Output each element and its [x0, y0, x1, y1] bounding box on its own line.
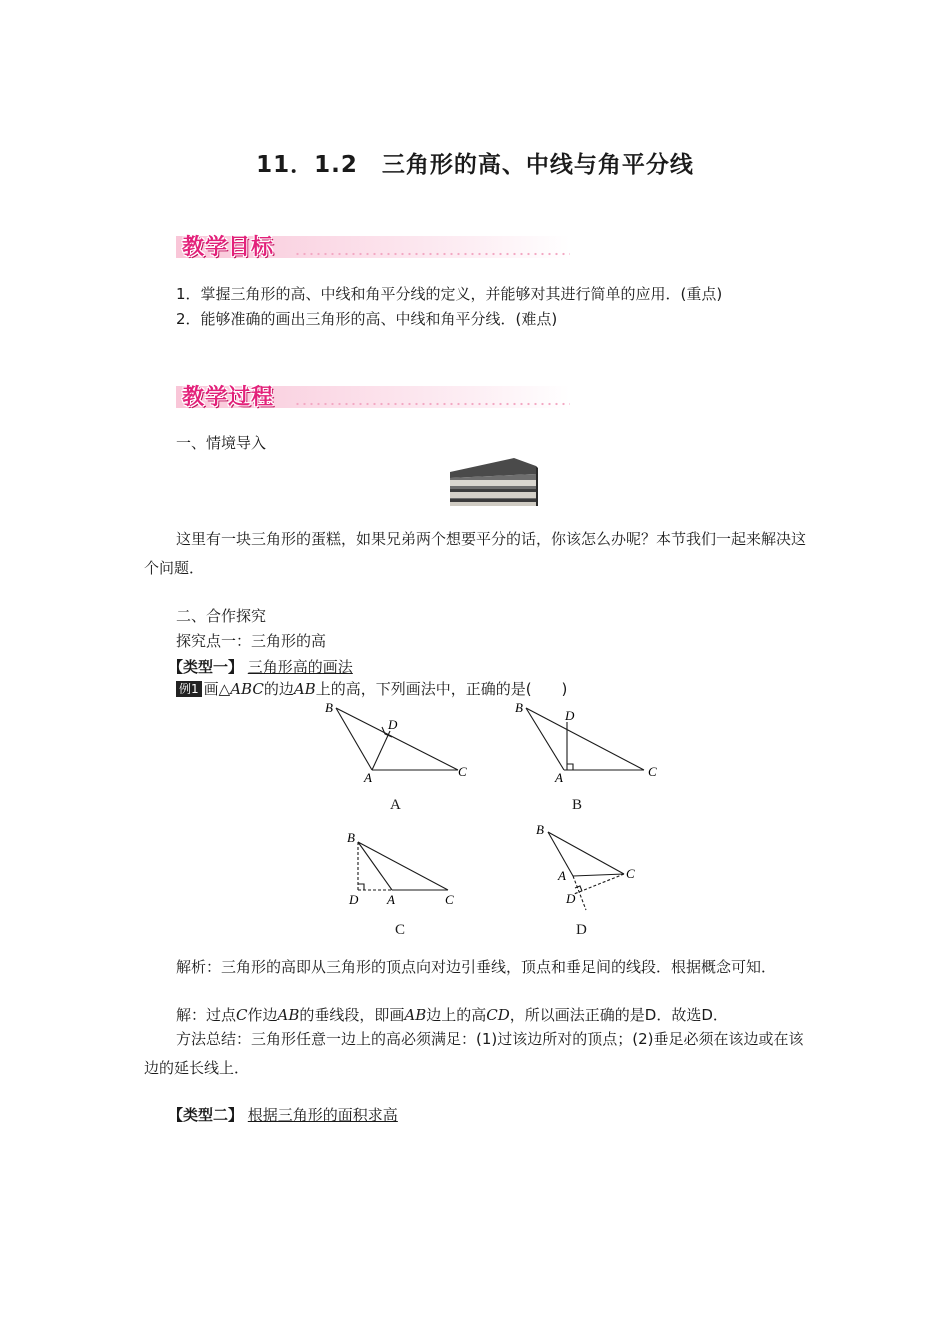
label-a: A — [558, 868, 566, 883]
example-1-question — [176, 678, 567, 700]
label-c: C — [648, 764, 657, 779]
label-d: D — [565, 708, 575, 723]
label-c: C — [445, 892, 454, 907]
label-b: B — [325, 700, 333, 715]
method-summary: 方法总结：三角形任意一边上的高必须满足：(1)过该边所对的顶点；(2)垂足必须在该边或在该边的延长线上． — [144, 1030, 804, 1077]
label-a: A — [364, 770, 372, 782]
example-abc: ABC — [230, 680, 264, 698]
label-d: D — [388, 717, 398, 732]
type1-title: 三角形高的画法 — [247, 658, 353, 676]
section1-heading: 一、情境导入 — [176, 434, 267, 452]
figure-option-b — [508, 698, 668, 782]
label-b: B — [536, 822, 544, 837]
label-a: A — [555, 770, 563, 782]
banner-process-label: 教学过程 — [182, 385, 275, 410]
example-badge: 例1 — [176, 681, 202, 697]
objective-2: 2．能够准确的画出三角形的高、中线和角平分线．(难点) — [176, 310, 558, 328]
banner-objectives-label: 教学目标 — [182, 235, 275, 260]
option-c-label: C — [395, 922, 406, 938]
page-title: 11．1.2 三角形的高、中线与角平分线 — [256, 152, 694, 178]
type1-heading — [168, 656, 353, 678]
label-c: C — [626, 866, 635, 881]
example-ab: AB — [293, 680, 316, 698]
figure-option-a — [318, 698, 478, 782]
label-b: B — [515, 700, 523, 715]
figure-option-c — [340, 826, 470, 910]
option-b-label: B — [572, 797, 583, 813]
objective-1: 1．掌握三角形的高、中线和角平分线的定义，并能够对其进行简单的应用．(重点) — [176, 285, 723, 303]
figure-option-d — [530, 822, 650, 916]
example-text-post: 上的高，下列画法中，正确的是( ) — [315, 680, 568, 698]
section-banner-process — [176, 378, 570, 414]
analysis-paragraph: 解析：三角形的高即从三角形的顶点向对边引垂线，顶点和垂足间的线段．根据概念可知． — [176, 958, 777, 976]
example-text-pre: 画△ — [203, 680, 231, 698]
solution-line: 解：过点C作边AB的垂线段，即画AB边上的高CD，所以画法正确的是D．故选D． — [176, 1006, 728, 1024]
option-d-label: D — [576, 922, 587, 938]
type2-bracket: 【类型二】 — [168, 1106, 244, 1124]
option-a-label: A — [390, 797, 401, 813]
label-d: D — [566, 891, 576, 906]
label-d: D — [349, 892, 359, 907]
example-text-mid: 的边 — [263, 680, 294, 698]
type2-title: 根据三角形的面积求高 — [247, 1106, 398, 1124]
type1-bracket: 【类型一】 — [168, 658, 244, 676]
cake-image — [450, 452, 540, 508]
label-c: C — [458, 764, 467, 779]
section2-heading: 二、合作探究 — [176, 607, 267, 625]
label-b: B — [347, 830, 355, 845]
label-a: A — [387, 892, 395, 907]
section-banner-objectives — [176, 228, 570, 264]
section1-paragraph: 这里有一块三角形的蛋糕，如果兄弟两个想要平分的话，你该怎么办呢？本节我们一起来解决这个问题． — [144, 530, 807, 577]
type2-heading — [168, 1104, 398, 1126]
explore-point-1: 探究点一：三角形的高 — [176, 632, 327, 650]
